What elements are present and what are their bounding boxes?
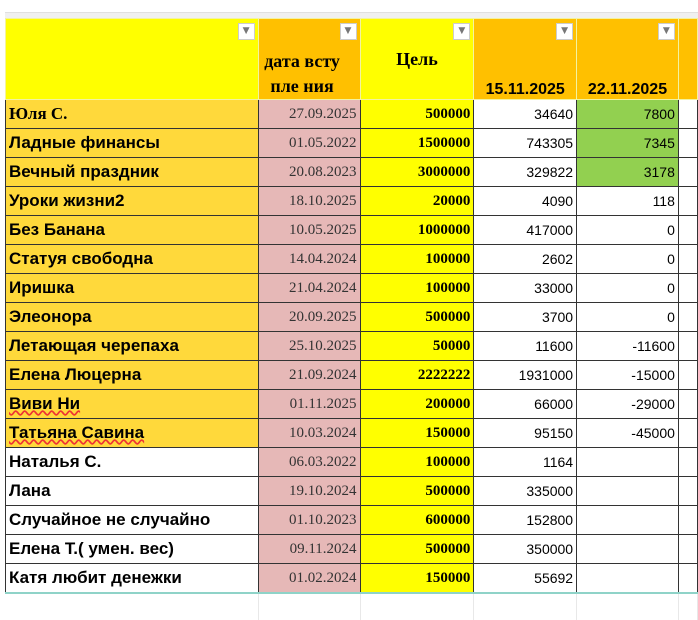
empty-cell[interactable] (474, 593, 577, 620)
filter-dropdown-icon[interactable]: ▼ (556, 23, 573, 40)
goal-cell[interactable]: 500000 (360, 477, 474, 506)
value-22-11-cell[interactable]: -15000 (577, 361, 679, 390)
header-15-11: ▼ 15.11.2025 (474, 19, 577, 100)
value-22-11-cell[interactable]: 0 (577, 303, 679, 332)
table-row (6, 158, 698, 187)
name-cell[interactable]: Вечный праздник (6, 158, 259, 187)
date-cell[interactable]: 20.08.2023 (258, 158, 360, 187)
value-22-11-cell[interactable]: 0 (577, 274, 679, 303)
date-cell[interactable]: 18.10.2025 (258, 187, 360, 216)
value-22-11-cell[interactable] (577, 506, 679, 535)
next-cell[interactable] (678, 477, 697, 506)
name-cell[interactable]: Елена Т.( умен. вес) (6, 535, 259, 564)
value-22-11-cell[interactable]: 0 (577, 216, 679, 245)
name-cell[interactable]: Елена Люцерна (6, 361, 259, 390)
next-cell[interactable] (678, 245, 697, 274)
table-row (6, 303, 698, 332)
header-next (678, 19, 697, 100)
value-15-11-cell[interactable]: 1931000 (474, 361, 577, 390)
name-cell[interactable]: Элеонора (6, 303, 259, 332)
value-15-11-cell[interactable]: 3700 (474, 303, 577, 332)
date-cell[interactable]: 21.04.2024 (258, 274, 360, 303)
goal-cell[interactable]: 500000 (360, 100, 474, 129)
header-date: ▼ дата вступле ния (258, 19, 360, 100)
table-row (6, 448, 698, 477)
goal-cell[interactable]: 200000 (360, 390, 474, 419)
value-22-11-cell[interactable] (577, 448, 679, 477)
value-15-11-cell[interactable]: 743305 (474, 129, 577, 158)
value-15-11-cell[interactable]: 329822 (474, 158, 577, 187)
filter-dropdown-icon[interactable]: ▼ (238, 23, 255, 40)
table-row (6, 245, 698, 274)
next-cell[interactable] (678, 564, 697, 594)
date-cell[interactable]: 10.05.2025 (258, 216, 360, 245)
goal-cell[interactable]: 3000000 (360, 158, 474, 187)
table-row (6, 535, 698, 564)
cell-text: Виви Ни (9, 394, 81, 413)
name-cell[interactable] (6, 419, 259, 448)
value-22-11-cell[interactable] (577, 564, 679, 594)
value-15-11-cell[interactable]: 33000 (474, 274, 577, 303)
value-22-11-cell[interactable]: 3178 (577, 158, 679, 187)
table-row (6, 390, 698, 419)
table-row (6, 332, 698, 361)
next-cell[interactable] (678, 535, 697, 564)
empty-row (6, 593, 698, 620)
goal-cell[interactable]: 100000 (360, 274, 474, 303)
next-cell[interactable] (678, 361, 697, 390)
next-cell[interactable] (678, 129, 697, 158)
value-15-11-cell[interactable]: 335000 (474, 477, 577, 506)
next-cell[interactable] (678, 158, 697, 187)
name-cell[interactable] (6, 390, 259, 419)
goal-cell[interactable]: 500000 (360, 303, 474, 332)
table-row (6, 419, 698, 448)
name-cell[interactable]: Случайное не случайно (6, 506, 259, 535)
cell-text: Татьяна Савина (9, 423, 145, 442)
value-22-11-cell[interactable]: -29000 (577, 390, 679, 419)
name-cell[interactable]: Летающая черепаха (6, 332, 259, 361)
goal-cell[interactable]: 150000 (360, 564, 474, 594)
next-cell[interactable] (678, 506, 697, 535)
table-row (6, 564, 698, 594)
name-cell[interactable]: Статуя свободна (6, 245, 259, 274)
value-15-11-cell[interactable]: 66000 (474, 390, 577, 419)
next-cell[interactable] (678, 216, 697, 245)
table-row (6, 216, 698, 245)
date-cell[interactable]: 27.09.2025 (258, 100, 360, 129)
value-15-11-cell[interactable]: 4090 (474, 187, 577, 216)
date-cell[interactable]: 01.05.2022 (258, 129, 360, 158)
name-cell[interactable]: Лана (6, 477, 259, 506)
date-cell[interactable]: 21.09.2024 (258, 361, 360, 390)
value-15-11-cell[interactable]: 95150 (474, 419, 577, 448)
goal-cell[interactable]: 600000 (360, 506, 474, 535)
filter-dropdown-icon[interactable]: ▼ (340, 23, 357, 40)
value-15-11-cell[interactable]: 34640 (474, 100, 577, 129)
table-row (6, 361, 698, 390)
value-22-11-cell[interactable] (577, 535, 679, 564)
name-cell[interactable]: Ладные финансы (6, 129, 259, 158)
goal-cell[interactable]: 1000000 (360, 216, 474, 245)
date-cell[interactable]: 06.03.2022 (258, 448, 360, 477)
name-cell[interactable]: Уроки жизни2 (6, 187, 259, 216)
value-22-11-cell[interactable] (577, 477, 679, 506)
next-cell[interactable] (678, 390, 697, 419)
spreadsheet-table (5, 18, 698, 620)
goal-cell[interactable]: 500000 (360, 535, 474, 564)
name-cell[interactable]: Без Банана (6, 216, 259, 245)
value-22-11-cell[interactable]: 7800 (577, 100, 679, 129)
next-cell[interactable] (678, 303, 697, 332)
value-15-11-cell[interactable]: 2602 (474, 245, 577, 274)
value-22-11-cell[interactable]: 0 (577, 245, 679, 274)
empty-cell[interactable] (678, 593, 697, 620)
next-cell[interactable] (678, 419, 697, 448)
value-15-11-cell[interactable]: 417000 (474, 216, 577, 245)
date-cell[interactable]: 01.10.2023 (258, 506, 360, 535)
goal-cell[interactable]: 50000 (360, 332, 474, 361)
next-cell[interactable] (678, 332, 697, 361)
value-15-11-cell[interactable]: 1164 (474, 448, 577, 477)
name-cell[interactable]: Иришка (6, 274, 259, 303)
header-22-11: ▼ 22.11.2025 (577, 19, 679, 100)
goal-cell[interactable]: 20000 (360, 187, 474, 216)
next-cell[interactable] (678, 100, 697, 129)
name-cell[interactable]: Катя любит денежки (6, 564, 259, 594)
filter-dropdown-icon[interactable]: ▼ (658, 23, 675, 40)
next-cell[interactable] (678, 448, 697, 477)
date-cell[interactable]: 01.11.2025 (258, 390, 360, 419)
table-row (6, 129, 698, 158)
date-cell[interactable]: 25.10.2025 (258, 332, 360, 361)
value-22-11-cell[interactable]: -45000 (577, 419, 679, 448)
date-cell[interactable]: 20.09.2025 (258, 303, 360, 332)
date-cell[interactable]: 14.04.2024 (258, 245, 360, 274)
name-cell[interactable]: Наталья С. (6, 448, 259, 477)
header-name (6, 19, 259, 100)
value-22-11-cell[interactable]: -11600 (577, 332, 679, 361)
table-row (6, 506, 698, 535)
filter-dropdown-icon[interactable]: ▼ (453, 23, 470, 40)
empty-cell[interactable] (577, 593, 679, 620)
goal-cell[interactable]: 1500000 (360, 129, 474, 158)
goal-cell[interactable]: 2222222 (360, 361, 474, 390)
empty-cell[interactable] (6, 593, 259, 620)
value-15-11-cell[interactable]: 152800 (474, 506, 577, 535)
value-15-11-cell[interactable]: 55692 (474, 564, 577, 594)
table-row (6, 477, 698, 506)
date-cell[interactable]: 01.02.2024 (258, 564, 360, 594)
next-cell[interactable] (678, 274, 697, 303)
empty-cell[interactable] (360, 593, 474, 620)
date-cell[interactable]: 09.11.2024 (258, 535, 360, 564)
table-row (6, 274, 698, 303)
empty-cell[interactable] (258, 593, 360, 620)
value-15-11-cell[interactable]: 350000 (474, 535, 577, 564)
date-cell[interactable]: 10.03.2024 (258, 419, 360, 448)
next-cell[interactable] (678, 187, 697, 216)
value-15-11-cell[interactable]: 11600 (474, 332, 577, 361)
date-cell[interactable]: 19.10.2024 (258, 477, 360, 506)
table-row (6, 187, 698, 216)
header-goal: ▼ Цель (360, 19, 474, 100)
name-cell[interactable]: Юля С. (6, 100, 259, 129)
table-row (6, 100, 698, 129)
value-22-11-cell[interactable]: 7345 (577, 129, 679, 158)
goal-cell[interactable]: 100000 (360, 245, 474, 274)
value-22-11-cell[interactable]: 118 (577, 187, 679, 216)
goal-cell[interactable]: 100000 (360, 448, 474, 477)
goal-cell[interactable]: 150000 (360, 419, 474, 448)
